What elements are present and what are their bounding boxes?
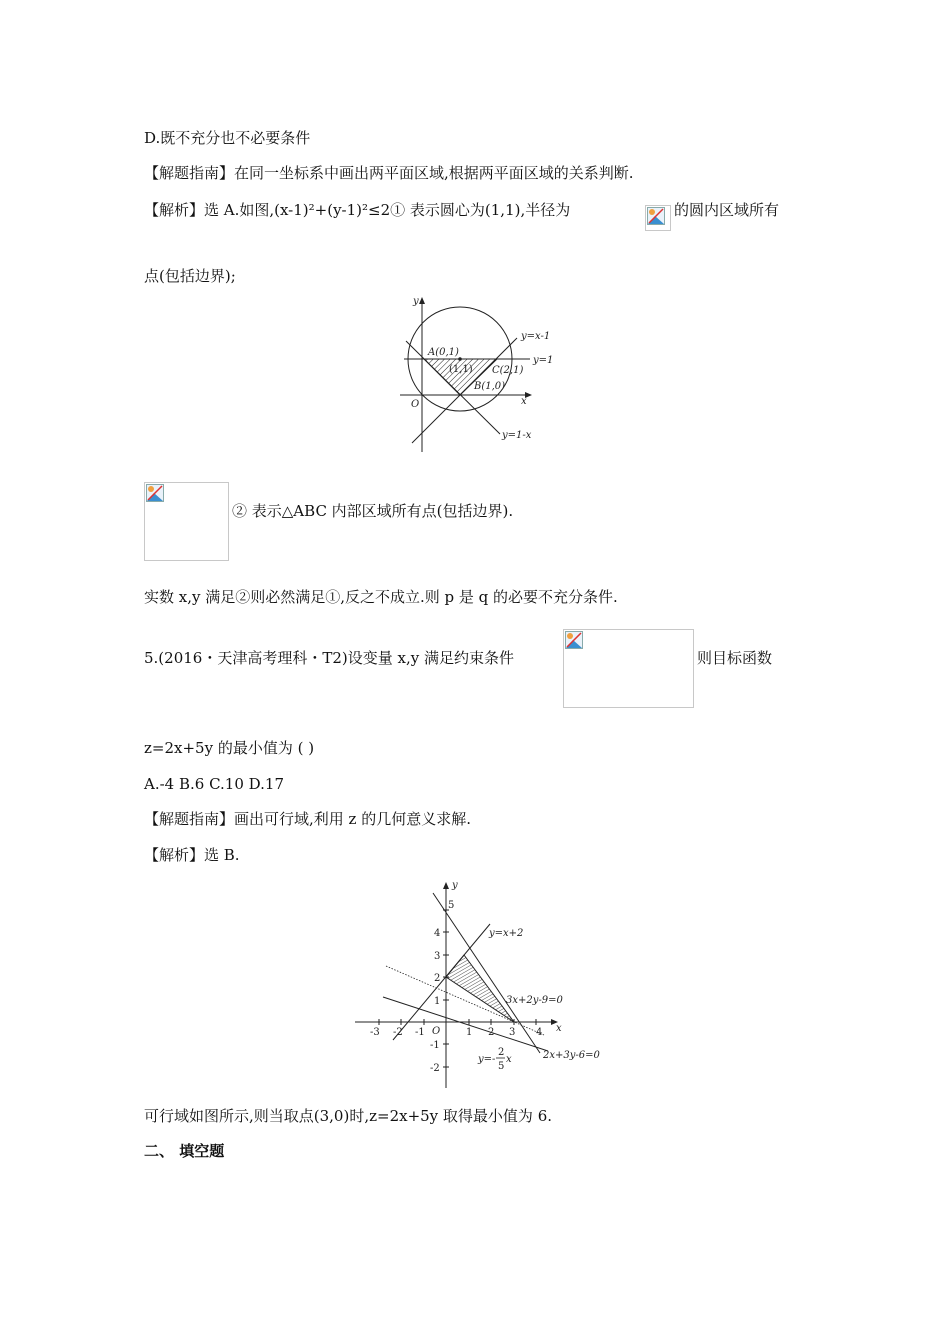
constraints-image xyxy=(563,629,694,708)
solution-hint-2: 【解题指南】画出可行域,利用 z 的几何意义求解. xyxy=(144,810,471,828)
tick-y-neg1: -1 xyxy=(430,1040,440,1051)
tick-x-neg1: -1 xyxy=(415,1027,425,1038)
fig2-line1-label: y=x+2 xyxy=(489,928,524,939)
tick-y-4: 4 xyxy=(434,928,441,939)
problem-5-text-a: 5.(2016・天津高考理科・T2)设变量 x,y 满足约束条件 xyxy=(144,649,514,667)
section-heading-fill-in: 二、 填空题 xyxy=(144,1142,225,1160)
tick-y-1: 1 xyxy=(434,996,441,1007)
fig2-line4-label-a: y=- xyxy=(478,1054,496,1065)
fig1-point-a-label: A(0,1) xyxy=(428,347,459,358)
fig1-center-label: (1,1) xyxy=(449,364,473,375)
fig2-line4-num: 2 xyxy=(498,1047,505,1058)
tick-x-4: 4 xyxy=(536,1027,543,1038)
fig2-line2-label: 3x+2y-9=0 xyxy=(506,995,563,1006)
tick-x-2: 2 xyxy=(488,1027,495,1038)
fig2-x-label: x xyxy=(556,1023,562,1034)
solution-1-conclusion: 实数 x,y 满足②则必然满足①,反之不成立.则 p 是 q 的必要不充分条件. xyxy=(144,588,618,606)
tick-y-neg2: -2 xyxy=(430,1063,440,1074)
broken-image-icon xyxy=(146,484,164,502)
tick-y-3: 3 xyxy=(434,951,441,962)
fig1-point-b-label: B(1,0) xyxy=(474,381,506,392)
tick-x-3: 3 xyxy=(509,1027,516,1038)
figure-feasible-region xyxy=(350,876,610,1092)
tick-x-1: 1 xyxy=(466,1027,473,1038)
broken-image-icon xyxy=(647,207,665,225)
fig1-line-y-1-label: y=1 xyxy=(533,355,554,366)
solution-1-text-a: 【解析】选 A.如图,(x-1)²+(y-1)²≤2① 表示圆心为(1,1),半径为 xyxy=(144,201,571,219)
solution-2-start: 【解析】选 B. xyxy=(144,846,240,864)
fig1-line-y-x-1-label: y=x-1 xyxy=(521,331,551,342)
fig1-y-label: y xyxy=(413,296,419,307)
y-axis-arrow-2 xyxy=(443,882,449,889)
fig2-origin-label: O xyxy=(432,1026,441,1037)
fig2-line4-label-b: x xyxy=(506,1054,512,1065)
radius-formula-image xyxy=(645,205,671,231)
fig1-point-c-label: C(2,1) xyxy=(492,365,524,376)
problem-5-text-b: 则目标函数 xyxy=(697,649,773,667)
broken-image-icon xyxy=(565,631,583,649)
tick-y-2: 2 xyxy=(434,973,441,984)
problem-5-options: A.-4 B.6 C.10 D.17 xyxy=(144,775,284,793)
tick-x-neg2: -2 xyxy=(393,1027,403,1038)
fig1-line-y-1-x-label: y=1-x xyxy=(502,430,532,441)
solution-hint-1: 【解题指南】在同一坐标系中画出两平面区域,根据两平面区域的关系判断. xyxy=(144,164,634,182)
solution-1-text-b: 的圆内区域所有 xyxy=(674,201,780,219)
y-axis-arrow-1 xyxy=(419,297,425,304)
fig2-line3-label: 2x+3y-6=0 xyxy=(543,1050,600,1061)
solution-1-start xyxy=(144,199,570,221)
fig2-y-label: y xyxy=(452,880,458,891)
figure-circle-triangle xyxy=(395,292,560,457)
solution-2-conclusion: 可行域如图所示,则当取点(3,0)时,z=2x+5y 取得最小值为 6. xyxy=(144,1107,553,1125)
option-d: D.既不充分也不必要条件 xyxy=(144,129,311,147)
solution-1-cont: 点(包括边界); xyxy=(144,267,236,285)
fig1-x-label: x xyxy=(521,396,527,407)
problem-5-question: z=2x+5y 的最小值为 ( ) xyxy=(144,739,315,757)
fig2-line4-den: 5 xyxy=(498,1061,505,1072)
solution-1-region: ② 表示△ABC 内部区域所有点(包括边界). xyxy=(232,502,514,520)
constraint-image xyxy=(144,482,229,561)
tick-y-5: 5 xyxy=(448,900,455,911)
fig1-origin-label: O xyxy=(411,399,420,410)
tick-x-neg3: -3 xyxy=(370,1027,380,1038)
